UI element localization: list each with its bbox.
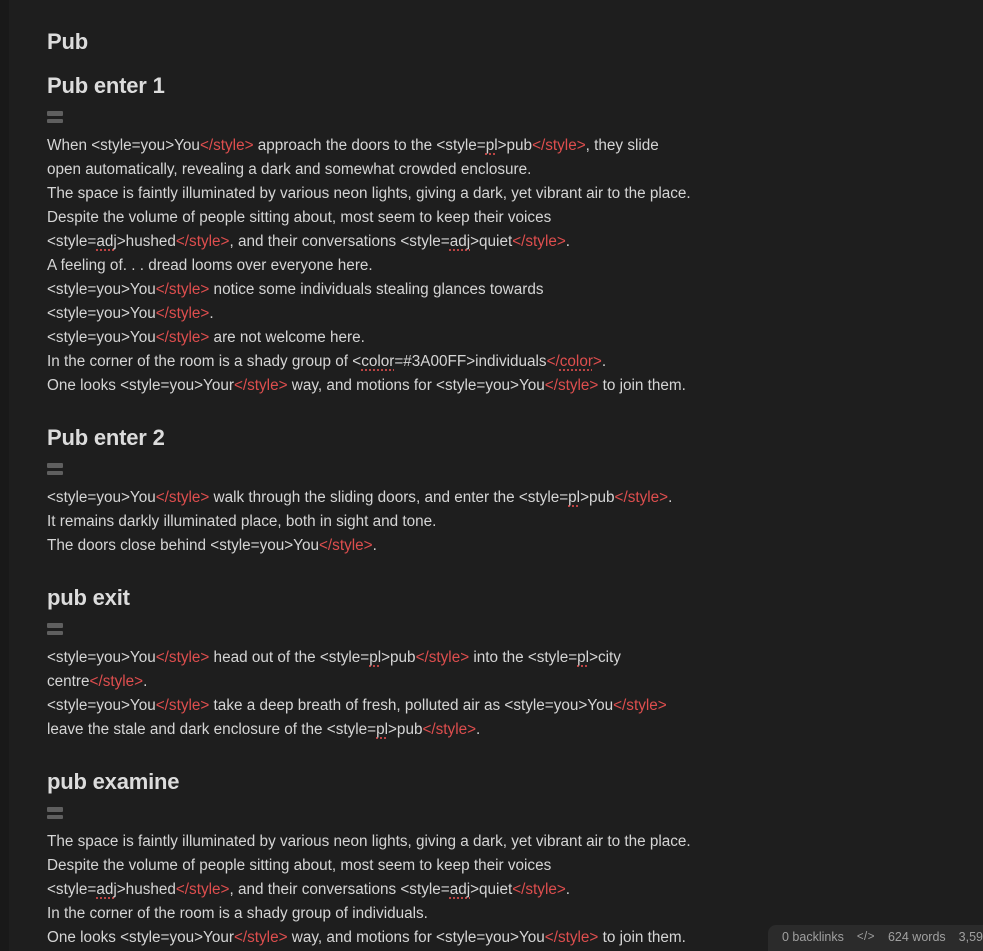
note-title: Pub: [47, 29, 88, 54]
text-segment: walk through the sliding doors, and enter the <style=: [209, 489, 569, 506]
text-line: [47, 326, 787, 350]
tag-close-segment: </: [546, 353, 560, 370]
text-segment: A feeling of. . . dread looms over everyone here.: [47, 257, 373, 274]
text-line: [47, 646, 787, 670]
text-segment: open automatically, revealing a dark and somewhat crowded enclosure.: [47, 161, 532, 178]
text-segment: .: [565, 881, 571, 898]
paragraph: [47, 486, 787, 558]
tag-close-segment: </style>: [233, 929, 288, 946]
text-segment: to join them.: [598, 929, 686, 946]
text-line: [47, 302, 787, 326]
heading-marker-icon: [47, 463, 63, 475]
tag-close-segment: </style>: [155, 305, 210, 322]
text-line: [47, 278, 787, 302]
tag-close-segment: </style>: [89, 673, 144, 690]
tag-close-segment: </style>: [175, 881, 230, 898]
text-segment: are not welcome here.: [209, 329, 365, 346]
text-segment: <style=you>You: [47, 329, 156, 346]
misspelled-word: adj: [96, 233, 117, 250]
tag-close-segment: </style>: [512, 233, 566, 250]
text-segment: leave the stale and dark enclosure of the <style=: [47, 721, 377, 738]
text-line: [47, 206, 787, 230]
misspelled-word: adj: [96, 881, 117, 898]
tag-close-segment: </style>: [319, 537, 373, 554]
text-segment: notice some individuals stealing glances towards: [209, 281, 544, 298]
text-line: [47, 670, 787, 694]
text-line: [47, 694, 787, 718]
text-line: [47, 854, 787, 878]
text-segment: >pub: [388, 721, 423, 738]
tag-close-segment: </style>: [422, 721, 477, 738]
text-line: [47, 830, 787, 854]
text-line: [47, 902, 787, 926]
text-line: [47, 350, 787, 374]
tag-close-segment: </style>: [415, 649, 470, 666]
text-line: [47, 254, 787, 278]
text-segment: >hushed: [116, 233, 176, 250]
heading-marker-icon: [47, 111, 63, 123]
text-segment: >pub: [580, 489, 615, 506]
marker-bar: [47, 119, 63, 124]
text-segment: .: [601, 353, 607, 370]
text-line: [47, 510, 787, 534]
text-segment: The space is faintly illuminated by various neon lights, giving a dark, yet vibrant air to the place.: [47, 833, 691, 850]
text-line: [47, 718, 787, 742]
tag-close-misspelled: color: [559, 353, 593, 370]
text-segment: .: [143, 673, 148, 690]
word-count[interactable]: 624 words: [887, 930, 946, 944]
text-segment: In the corner of the room is a shady group of individuals.: [47, 905, 428, 922]
status-bar: [768, 925, 983, 951]
text-segment: <style=: [47, 233, 97, 250]
text-line: [47, 534, 787, 558]
text-segment: >hushed: [116, 881, 176, 898]
text-segment: =#3A00FF>individuals: [394, 353, 547, 370]
tag-close-segment: </style>: [199, 137, 254, 154]
text-line: [47, 878, 787, 902]
text-line: [47, 158, 787, 182]
text-segment: >quiet: [470, 233, 513, 250]
marker-bar: [47, 807, 63, 812]
text-segment: .: [476, 721, 481, 738]
tag-close-segment: </style>: [544, 377, 599, 394]
text-line: [47, 374, 787, 398]
tag-close-segment: </style>: [532, 137, 586, 154]
char-count[interactable]: 3,59: [958, 930, 983, 944]
misspelled-word: pl: [568, 489, 581, 506]
tag-close-segment: </style>: [544, 929, 599, 946]
paragraph: [47, 646, 787, 742]
text-line: [47, 926, 787, 950]
tag-close-segment: </style>: [155, 649, 210, 666]
text-segment: , and their conversations <style=: [229, 881, 450, 898]
text-segment: head out of the <style=: [209, 649, 370, 666]
marker-bar: [47, 631, 63, 636]
misspelled-word: pl: [485, 137, 498, 154]
marker-bar: [47, 471, 63, 476]
misspelled-word: adj: [449, 881, 471, 898]
text-segment: The space is faintly illuminated by various neon lights, giving a dark, yet vibrant air to the place.: [47, 185, 691, 202]
text-segment: .: [372, 537, 377, 554]
tag-close-segment: </style>: [155, 697, 210, 714]
text-segment: The doors close behind <style=you>You: [47, 537, 319, 554]
text-segment: One looks <style=you>Your: [47, 377, 234, 394]
tag-close-segment: </style>: [613, 697, 667, 714]
text-segment: .: [209, 305, 214, 322]
tag-close-segment: </style>: [614, 489, 669, 506]
text-segment: to join them.: [598, 377, 686, 394]
paragraph: [47, 830, 787, 950]
section-heading: Pub enter 1: [47, 73, 165, 98]
text-segment: <style=you>You: [47, 697, 156, 714]
section-heading: Pub enter 2: [47, 425, 165, 450]
tag-close-segment: >: [592, 353, 602, 370]
text-segment: <style=you>You: [47, 305, 156, 322]
text-segment: >pub: [497, 137, 533, 154]
text-segment: <style=you>You: [47, 649, 156, 666]
misspelled-word: adj: [449, 233, 471, 250]
note-section: [47, 586, 787, 742]
misspelled-word: pl: [369, 649, 382, 666]
tag-close-segment: </style>: [155, 489, 210, 506]
text-segment: One looks <style=you>Your: [47, 929, 234, 946]
text-line: [47, 134, 787, 158]
text-segment: <style=you>You: [47, 281, 156, 298]
heading-marker-icon: [47, 623, 63, 635]
note-section: [47, 426, 787, 558]
note-section: [47, 74, 787, 398]
text-segment: , they slide: [585, 137, 659, 154]
text-segment: way, and motions for <style=you>You: [287, 377, 545, 394]
section-heading: pub examine: [47, 769, 180, 794]
misspelled-word: pl: [376, 721, 388, 738]
text-segment: .: [668, 489, 673, 506]
marker-bar: [47, 623, 63, 628]
text-segment: In the corner of the room is a shady group of <: [47, 353, 362, 370]
marker-bar: [47, 463, 63, 468]
marker-bar: [47, 111, 63, 116]
text-segment: >pub: [381, 649, 416, 666]
heading-marker-icon: [47, 807, 63, 819]
tag-close-segment: </style>: [233, 377, 288, 394]
text-segment: >city: [589, 649, 621, 666]
text-segment: , and their conversations <style=: [229, 233, 450, 250]
tag-close-segment: </style>: [155, 281, 210, 298]
window-left-edge: [0, 0, 9, 951]
sections-container: [47, 74, 787, 950]
text-segment: Despite the volume of people sitting about, most seem to keep their voices: [47, 209, 552, 226]
text-line: [47, 182, 787, 206]
misspelled-word: color: [361, 353, 395, 370]
text-segment: centre: [47, 673, 90, 690]
tag-close-segment: </style>: [155, 329, 210, 346]
text-segment: take a deep breath of fresh, polluted air as <style=you>You: [209, 697, 614, 714]
text-segment: .: [565, 233, 571, 250]
misspelled-word: pl: [577, 649, 590, 666]
text-segment: When <style=you>You: [47, 137, 200, 154]
text-segment: <style=: [47, 881, 97, 898]
text-segment: <style=you>You: [47, 489, 156, 506]
text-segment: into the <style=: [469, 649, 578, 666]
marker-bar: [47, 815, 63, 820]
note-section: [47, 770, 787, 950]
section-heading: pub exit: [47, 585, 130, 610]
source-mode-toggle-icon[interactable]: </>: [856, 931, 875, 943]
paragraph: [47, 134, 787, 398]
text-segment: way, and motions for <style=you>You: [287, 929, 545, 946]
text-segment: >quiet: [470, 881, 513, 898]
text-segment: Despite the volume of people sitting about, most seem to keep their voices: [47, 857, 552, 874]
text-line: [47, 230, 787, 254]
text-segment: approach the doors to the <style=: [253, 137, 486, 154]
text-line: [47, 486, 787, 510]
text-segment: It remains darkly illuminated place, both in sight and tone.: [47, 513, 437, 530]
tag-close-segment: </style>: [512, 881, 566, 898]
backlinks-count[interactable]: 0 backlinks: [781, 930, 844, 944]
tag-close-segment: </style>: [175, 233, 230, 250]
